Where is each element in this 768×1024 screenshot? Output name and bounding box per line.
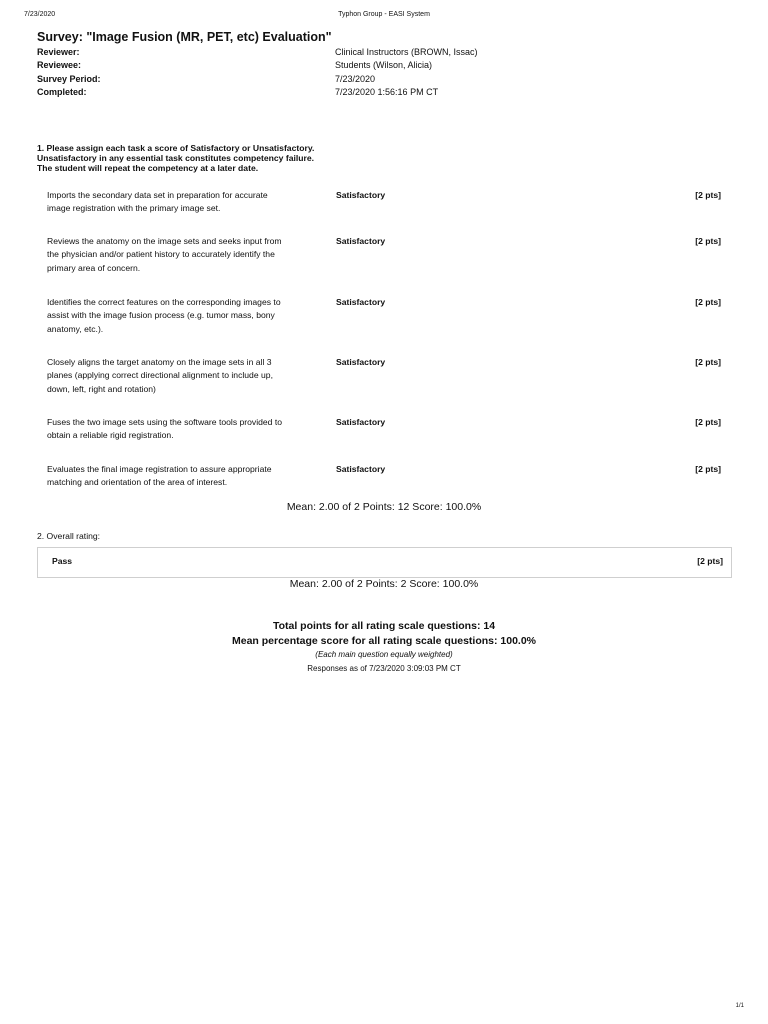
totals-section	[0, 619, 768, 676]
task-line: image registration with the primary image set.	[47, 203, 221, 214]
meta-row-reviewer	[37, 47, 737, 60]
task-answer: Satisfactory	[336, 464, 386, 474]
task-points: [2 pts]	[695, 236, 721, 246]
overall-rating-box	[37, 547, 732, 578]
task-points: [2 pts]	[695, 357, 721, 367]
task-line: Imports the secondary data set in preparation for accurate	[47, 190, 268, 200]
print-header	[0, 11, 768, 21]
task-line: obtain a reliable rigid registration.	[47, 430, 174, 441]
print-date: 7/23/2020	[24, 11, 56, 18]
task-line: anatomy, etc.).	[47, 323, 104, 334]
task-line: Identifies the correct features on the corresponding images to	[47, 297, 281, 307]
meta-value: Students (Wilson, Alicia)	[335, 60, 433, 71]
task-line: assist with the image fusion process (e.g. tumor mass, bony	[47, 310, 275, 321]
task-item	[47, 189, 727, 216]
task-line: down, left, right and rotation)	[47, 383, 156, 394]
meta-value: 7/23/2020 1:56:16 PM CT	[335, 86, 439, 97]
total-points: Total points for all rating scale questions: 14	[272, 620, 496, 632]
task-line: matching and orientation of the area of interest.	[47, 477, 228, 488]
meta-row-survey-period	[37, 74, 737, 87]
question-1-prompt	[37, 143, 357, 174]
task-answer: Satisfactory	[336, 357, 386, 367]
meta-row-completed	[37, 87, 737, 100]
task-description	[47, 416, 312, 443]
weighting-note: (Each main question equally weighted)	[315, 650, 453, 659]
task-line: the physician and/or patient history to accurately identify the	[47, 249, 275, 260]
task-answer: Satisfactory	[336, 190, 386, 200]
page-number: 1/1	[735, 1003, 744, 1009]
task-item	[47, 416, 727, 443]
task-answer: Satisfactory	[336, 236, 386, 246]
prompt-line: Unsatisfactory in any essential task constitutes competency failure.	[37, 153, 315, 164]
meta-value: Clinical Instructors (BROWN, Issac)	[335, 47, 478, 57]
task-answer: Satisfactory	[336, 297, 386, 307]
task-item	[47, 296, 727, 336]
task-line: Closely aligns the target anatomy on the image sets in all 3	[47, 357, 272, 367]
task-line: primary area of concern.	[47, 262, 141, 273]
task-points: [2 pts]	[695, 417, 721, 427]
print-header-title: Typhon Group - EASI System	[338, 11, 430, 18]
meta-row-reviewee	[37, 60, 737, 73]
task-points: [2 pts]	[695, 297, 721, 307]
task-answer: Satisfactory	[336, 417, 386, 427]
task-points: [2 pts]	[695, 464, 721, 474]
responses-timestamp: Responses as of 7/23/2020 3:09:03 PM CT	[307, 664, 461, 673]
overall-rating-points: [2 pts]	[697, 556, 723, 566]
task-item	[47, 356, 727, 396]
task-item	[47, 235, 727, 275]
survey-meta	[37, 47, 737, 100]
meta-label: Reviewee:	[37, 60, 82, 71]
mean-percentage: Mean percentage score for all rating scale questions: 100.0%	[231, 634, 537, 647]
meta-label: Survey Period:	[37, 73, 101, 84]
task-item	[47, 463, 727, 490]
survey-title: Survey: "Image Fusion (MR, PET, etc) Evaluation"	[37, 30, 332, 44]
meta-label: Reviewer:	[37, 47, 80, 57]
meta-label: Completed:	[37, 86, 87, 97]
prompt-line: The student will repeat the competency at a later date.	[37, 163, 259, 174]
task-line: Evaluates the final image registration to assure appropriate	[47, 464, 272, 474]
task-description	[47, 235, 312, 275]
task-description	[47, 189, 312, 216]
question-2-summary: Mean: 2.00 of 2 Points: 2 Score: 100.0%	[289, 578, 479, 590]
question-2-prompt: 2. Overall rating:	[37, 531, 101, 541]
meta-value: 7/23/2020	[335, 73, 376, 84]
task-description	[47, 296, 312, 336]
task-line: planes (applying correct directional alignment to include up,	[47, 370, 273, 381]
question-1-summary: Mean: 2.00 of 2 Points: 12 Score: 100.0%	[286, 501, 482, 513]
overall-rating-answer: Pass	[52, 556, 73, 566]
prompt-line: 1. Please assign each task a score of Satisfactory or Unsatisfactory.	[37, 143, 315, 153]
task-description	[47, 463, 312, 490]
task-points: [2 pts]	[695, 190, 721, 200]
task-line: Fuses the two image sets using the software tools provided to	[47, 417, 283, 427]
task-line: Reviews the anatomy on the image sets and seeks input from	[47, 236, 282, 246]
task-description	[47, 356, 312, 396]
